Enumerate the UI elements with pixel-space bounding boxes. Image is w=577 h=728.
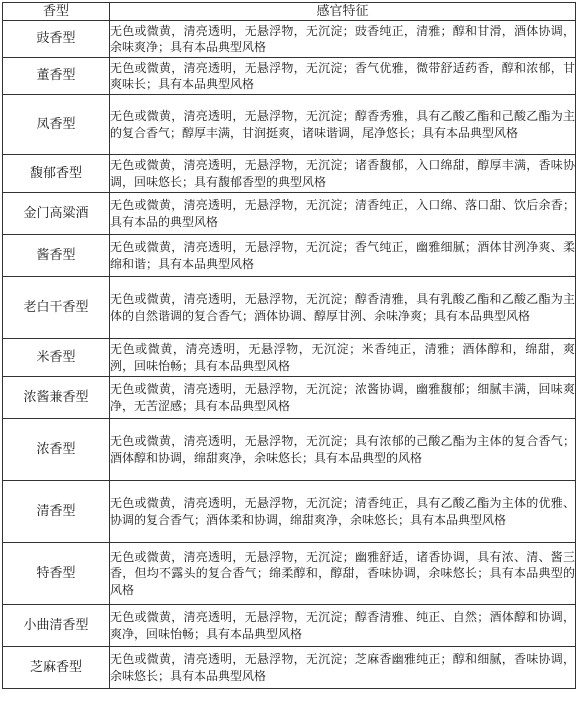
row-desc: 无色或微黄，清亮透明，无悬浮物，无沉淀；醇香秀雅，具有乙酸乙酯和己酸乙酯为主的复合香气；醇厚丰满，甘润挺爽，诸味谐调，尾净悠长；具有本品典型风格 xyxy=(110,95,576,155)
row-type: 浓香型 xyxy=(3,419,110,481)
row-desc: 无色或微黄，清亮透明，无悬浮物，无沉淀；浓酱协调，幽雅馥郁；细腻丰满，回味爽净，无苦涩感；具有本品典型风格 xyxy=(110,377,576,419)
row-desc: 无色或微黄，清亮透明，无悬浮物，无沉淀；豉香纯正，清雅；醇和甘滑，酒体协调，余味爽净；具有本品典型风格 xyxy=(110,21,576,58)
header-desc: 感官特征 xyxy=(110,3,576,21)
row-type: 芝麻香型 xyxy=(3,647,110,689)
table-row xyxy=(3,543,576,605)
row-type: 米香型 xyxy=(3,339,110,377)
table-row xyxy=(3,21,576,58)
table-row xyxy=(3,377,576,419)
row-type: 酱香型 xyxy=(3,235,110,277)
row-desc: 无色或微黄，清亮透明，无悬浮物，无沉淀；米香纯正，清雅；酒体醇和，绵甜，爽洌，回味怡畅；具有本品典型风格 xyxy=(110,339,576,377)
table-row xyxy=(3,419,576,481)
row-desc: 无色或微黄，清亮透明，无悬浮物，无沉淀；清香纯正，具有乙酸乙酯为主体的优雅、协调的复合香气；酒体柔和协调，绵甜爽净，余味悠长；具有本品典型风格 xyxy=(110,481,576,543)
sensory-table xyxy=(2,2,576,689)
table-row xyxy=(3,339,576,377)
row-type: 金门高粱酒 xyxy=(3,193,110,235)
row-type: 老白干香型 xyxy=(3,277,110,339)
table-row xyxy=(3,95,576,155)
table-row xyxy=(3,277,576,339)
row-type: 清香型 xyxy=(3,481,110,543)
table-row xyxy=(3,155,576,193)
row-desc: 无色或微黄，清亮透明，无悬浮物，无沉淀；幽雅舒适，诸香协调，具有浓、清、酱三香，但均不露头的复合香气；绵柔醇和，醇甜，香味协调，余味悠长；具有本品典型的风格 xyxy=(110,543,576,605)
row-desc: 无色或微黄，清亮透明，无悬浮物，无沉淀；醇香清雅、纯正、自然；酒体醇和协调，爽净，回味怡畅；具有本品典型风格 xyxy=(110,605,576,647)
row-type: 特香型 xyxy=(3,543,110,605)
row-type: 小曲清香型 xyxy=(3,605,110,647)
row-desc: 无色或微黄，清亮透明，无悬浮物，无沉淀；清香纯正，入口绵、落口甜、饮后余香；具有本品的典型风格 xyxy=(110,193,576,235)
row-desc: 无色或微黄，清亮透明，无悬浮物，无沉淀；香气优雅，微带舒适药香，醇和浓郁，甘爽味长；具有本品典型风格 xyxy=(110,58,576,95)
row-desc: 无色或微黄，清亮透明，无悬浮物，无沉淀；诸香馥郁，入口绵甜，醇厚丰满，香味协调，回味悠长；具有馥郁香型的典型风格 xyxy=(110,155,576,193)
table-row xyxy=(3,58,576,95)
table-row xyxy=(3,647,576,689)
row-desc: 无色或微黄，清亮透明，无悬浮物，无沉淀；芝麻香幽雅纯正；醇和细腻，香味协调，余味悠长；具有本品典型风格 xyxy=(110,647,576,689)
table-row xyxy=(3,605,576,647)
row-type: 豉香型 xyxy=(3,21,110,58)
table-header-row xyxy=(3,3,576,21)
row-type: 馥郁香型 xyxy=(3,155,110,193)
row-type: 浓酱兼香型 xyxy=(3,377,110,419)
table-row xyxy=(3,235,576,277)
row-desc: 无色或微黄，清亮透明，无悬浮物，无沉淀；具有浓郁的己酸乙酯为主体的复合香气；酒体醇和协调，绵甜爽净，余味悠长；具有本品典型的风格 xyxy=(110,419,576,481)
row-desc: 无色或微黄，清亮透明，无悬浮物，无沉淀；醇香清雅，具有乳酸乙酯和乙酸乙酯为主体的自然谐调的复合香气；酒体协调、醇厚甘洌、余味净爽；具有本品典型风格 xyxy=(110,277,576,339)
row-type: 董香型 xyxy=(3,58,110,95)
header-type: 香型 xyxy=(3,3,110,21)
row-desc: 无色或微黄，清亮透明，无悬浮物，无沉淀；香气纯正，幽雅细腻；酒体甘洌净爽、柔绵和谐；具有本品典型风格 xyxy=(110,235,576,277)
row-type: 凤香型 xyxy=(3,95,110,155)
table-row xyxy=(3,193,576,235)
table-row xyxy=(3,481,576,543)
